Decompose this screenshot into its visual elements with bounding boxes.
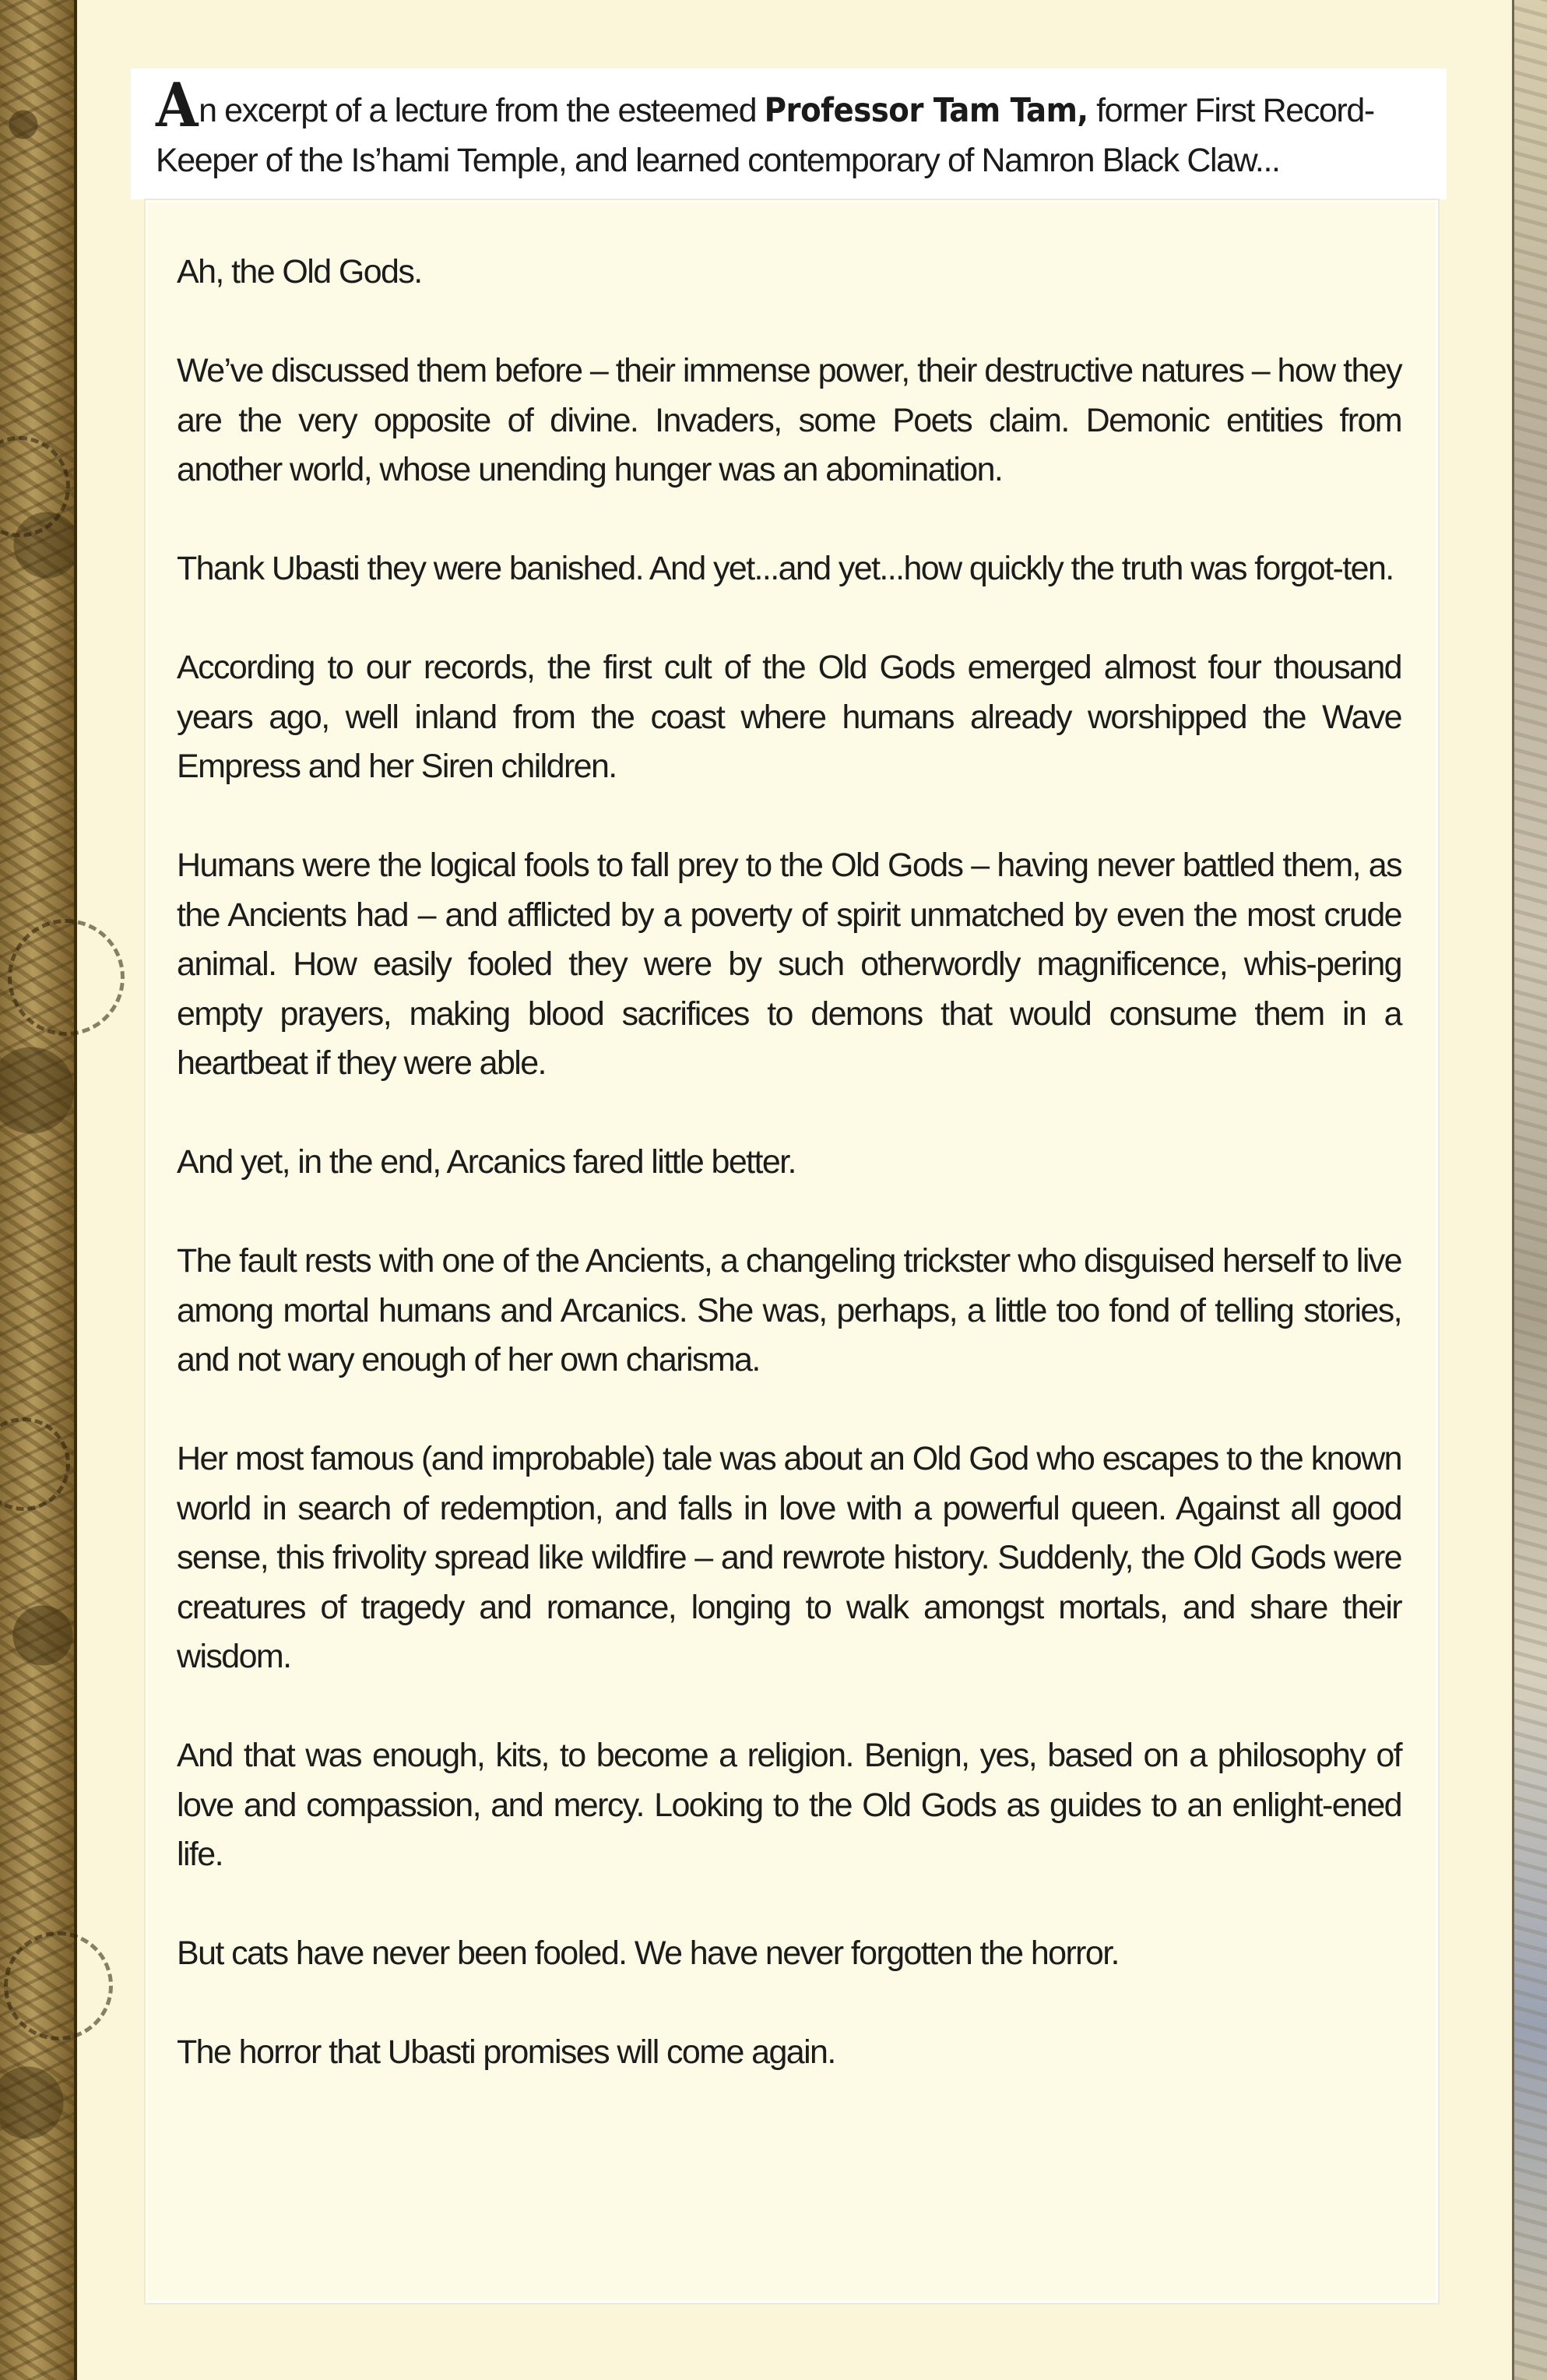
- right-edge-art: [1512, 0, 1547, 2380]
- paragraph: Her most famous (and improbable) tale was about an Old God who escapes to the known world in search of redemption, and falls in love with a powerful queen. Against all good sense, this frivolity spread like wildfire – and rewrote history. Suddenly, the Old Gods were creatures of tragedy and romance, longing to walk amongst mortals, and share their wisdom.: [177, 1440, 1401, 1675]
- gear-ornament: [4, 1931, 113, 2040]
- paragraph: And yet, in the end, Arcanics fared little better.: [177, 1143, 796, 1181]
- paragraph: According to our records, the first cult of the Old Gods emerged almost four thousand years ago, well inland from the coast where humans already worshipped the Wave Empress and her Siren children.: [177, 649, 1401, 785]
- clockwork-border-art: [0, 0, 77, 2380]
- paragraph: The fault rests with one of the Ancients, a changeling trickster who disguised herself to live among mortal humans and Arcanics. She was, perhaps, a little too fond of telling stories, and not wary enough of her own charisma.: [177, 1242, 1401, 1378]
- intro-text-lead: n excerpt of a lecture from the esteemed: [199, 92, 765, 129]
- intro-header: [131, 69, 1447, 199]
- paragraph: We’ve discussed them before – their immense power, their destructive natures – how they are the very opposite of divine. Invaders, some Poets claim. Demonic entities from another world, whose unending hunger was an abomination.: [177, 352, 1401, 488]
- lecture-body: [177, 248, 1401, 2127]
- professor-name: Professor Tam Tam,: [764, 91, 1088, 130]
- paragraph: Thank Ubasti they were banished. And yet...and yet...how quickly the truth was forgot-ten.: [177, 550, 1394, 587]
- paragraph: And that was enough, kits, to become a religion. Benign, yes, based on a philosophy of love and compassion, and mercy. Looking to the Old Gods as guides to an enlight-ened life.: [177, 1737, 1401, 1873]
- gear-ornament: [0, 436, 70, 537]
- intro-text-tail: former First Record-Keeper of the Is’hami Temple, and learned contemporary of Namron Black Claw...: [156, 92, 1374, 179]
- paragraph: The horror that Ubasti promises will come again.: [177, 2033, 835, 2071]
- intro-dropcap: A: [156, 70, 198, 141]
- paragraph: Humans were the logical fools to fall prey to the Old Gods – having never battled them, as the Ancients had – and afflicted by a poverty of spirit unmatched by even the most crude animal. How easily fooled they were by such otherwordly magnificence, whis-pering empty prayers, making blood sacrifices to demons that would consume them in a heartbeat if they were able.: [177, 847, 1401, 1082]
- paragraph: Ah, the Old Gods.: [177, 253, 422, 290]
- paragraph: But cats have never been fooled. We have never forgotten the horror.: [177, 1935, 1119, 1972]
- gear-ornament: [0, 1417, 70, 1511]
- gear-ornament: [8, 919, 125, 1036]
